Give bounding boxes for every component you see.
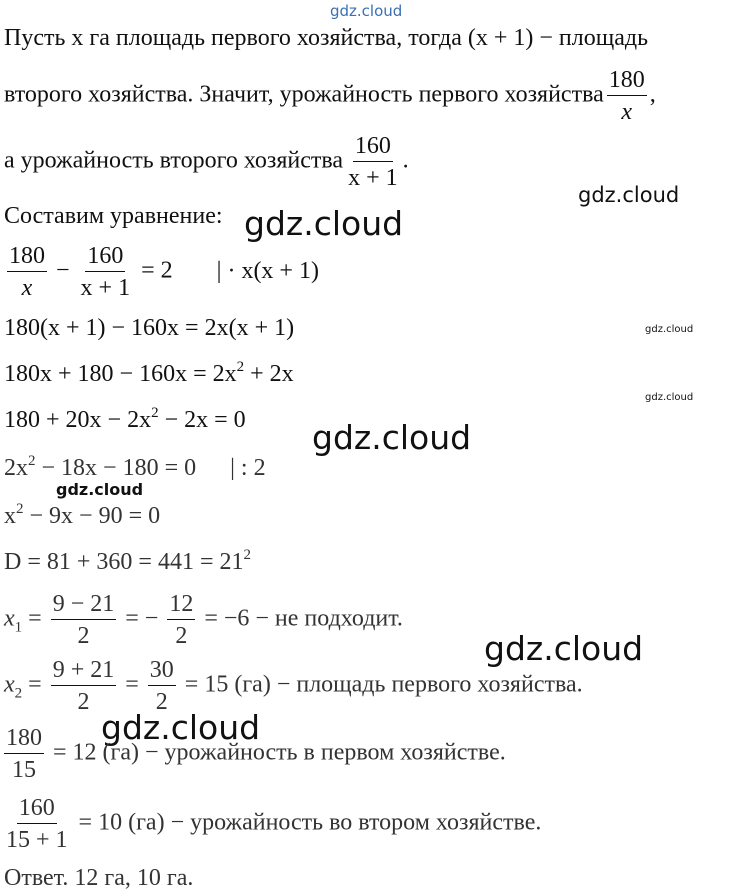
numerator: 160: [17, 796, 57, 824]
numerator: 180: [607, 68, 647, 96]
problem-line-3: [4, 134, 409, 190]
exponent: 2: [28, 453, 36, 469]
expr: − 18x − 180 = 0: [41, 455, 197, 481]
equation-3: [4, 359, 294, 387]
numerator: 160: [353, 134, 393, 162]
equation-intro: Составим уравнение:: [4, 203, 223, 229]
numerator: 12: [167, 592, 195, 620]
operation-note: | : 2: [230, 455, 266, 481]
watermark: gdz.cloud: [645, 324, 694, 335]
numerator: 180: [4, 726, 44, 754]
yield-1: [4, 726, 506, 782]
expr: 2x: [4, 455, 28, 481]
exponent: 2: [16, 501, 24, 517]
numerator: 9 + 21: [51, 658, 117, 686]
fraction: [7, 244, 47, 300]
denominator: 15: [12, 757, 36, 783]
fraction: [4, 726, 44, 782]
problem-line-2: [4, 68, 656, 124]
denominator: 2: [77, 623, 90, 649]
result: = −6 − не подходит.: [204, 605, 403, 632]
operator: −: [56, 257, 70, 284]
watermark-top: gdz.cloud: [330, 2, 403, 20]
root-2: [4, 658, 583, 714]
watermark: gdz.cloud: [484, 629, 644, 668]
equation-5: [4, 453, 266, 481]
fraction: [4, 796, 70, 852]
expr: x: [4, 503, 16, 529]
problem-line-1: Пусть x га площадь первого хозяйства, тогда (x + 1) − площадь: [4, 25, 649, 51]
denominator: 2: [155, 689, 168, 715]
denominator: x + 1: [80, 275, 131, 301]
operator: =: [125, 671, 139, 698]
subscript: 2: [14, 685, 23, 702]
denominator: 2: [77, 689, 90, 715]
operator: =: [28, 671, 42, 698]
variable: x: [4, 605, 15, 632]
fraction: [167, 592, 195, 648]
equation-2: 180(x + 1) − 160x = 2x(x + 1): [4, 315, 295, 341]
denominator: [20, 272, 35, 300]
watermark: gdz.cloud: [244, 204, 404, 243]
watermark: gdz.cloud: [101, 708, 261, 747]
expr: − 9x − 90 = 0: [29, 503, 161, 529]
rhs: = 2: [141, 257, 173, 284]
denominator: x + 1: [348, 165, 398, 191]
exponent: 2: [243, 547, 251, 563]
result: = 12 (га) − урожайность в первом хозяйстве.: [53, 739, 506, 766]
operator: =: [28, 605, 42, 632]
result: = 10 (га) − урожайность во втором хозяйстве.: [78, 809, 542, 836]
watermark: gdz.cloud: [56, 480, 144, 499]
result: = 15 (га) − площадь первого хозяйства.: [184, 671, 583, 698]
line-text: а урожайность второго хозяйства: [4, 147, 344, 174]
numerator: 160: [85, 244, 125, 272]
exponent: 2: [151, 405, 159, 421]
numerator: 180: [7, 244, 47, 272]
operation-note: | · x(x + 1): [216, 257, 319, 284]
denominator: 15 + 1: [6, 827, 68, 853]
operator: = −: [125, 605, 159, 632]
fraction: [607, 68, 647, 124]
equation-4: [4, 405, 246, 433]
variable: x: [21, 275, 33, 301]
fraction: [148, 658, 176, 714]
expr: − 2x = 0: [164, 407, 246, 433]
watermark: gdz.cloud: [312, 418, 472, 457]
expr: D = 81 + 360 = 441 = 21: [4, 549, 244, 575]
fraction: [346, 134, 400, 190]
numerator: 30: [148, 658, 176, 686]
watermark: gdz.cloud: [578, 183, 680, 207]
punctuation: .: [402, 147, 409, 174]
fraction: [51, 592, 117, 648]
numerator: 9 − 21: [51, 592, 117, 620]
watermark: gdz.cloud: [645, 392, 694, 403]
answer: Ответ. 12 га, 10 га.: [4, 865, 194, 891]
fraction: [51, 658, 117, 714]
root-1: [4, 592, 403, 648]
equation-6: [4, 501, 161, 529]
discriminant: [4, 547, 251, 575]
equation-1: [4, 244, 319, 300]
expr: + 2x: [250, 361, 294, 387]
denominator: [619, 96, 634, 124]
line-text: второго хозяйства. Значит, урожайность первого хозяйства: [4, 81, 604, 108]
denominator: 2: [175, 623, 188, 649]
variable: x: [4, 671, 15, 698]
expr: 180 + 20x − 2x: [4, 407, 152, 433]
exponent: 2: [236, 359, 245, 375]
subscript: 1: [14, 619, 23, 636]
yield-2: [4, 796, 541, 852]
expr: 180x + 180 − 160x = 2x: [4, 361, 237, 387]
variable: x: [621, 99, 633, 125]
punctuation: ,: [649, 81, 656, 108]
fraction: [79, 244, 133, 300]
